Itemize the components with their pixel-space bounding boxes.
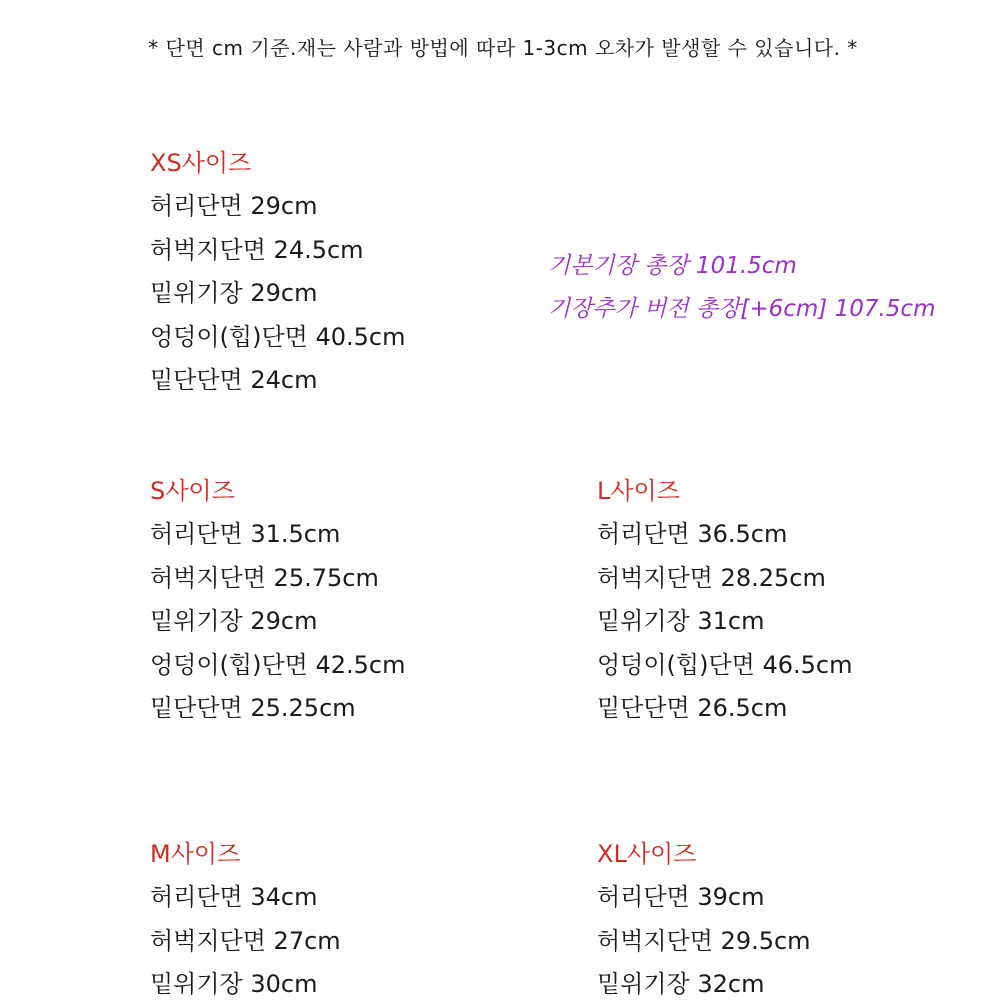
size-block-m bbox=[150, 833, 341, 1007]
s-hem: 밑단단면 25.25cm bbox=[150, 694, 356, 722]
xs-waist: 허리단면 29cm bbox=[150, 192, 318, 220]
size-title-xl: XL사이즈 bbox=[597, 840, 697, 868]
xs-rise: 밑위기장 29cm bbox=[150, 279, 318, 307]
s-rise: 밑위기장 29cm bbox=[150, 607, 318, 635]
size-block-s bbox=[150, 470, 405, 731]
xl-waist: 허리단면 39cm bbox=[597, 883, 765, 911]
l-hip: 엉덩이(힙)단면 46.5cm bbox=[597, 650, 853, 679]
l-hem: 밑단단면 26.5cm bbox=[597, 694, 788, 722]
measurement-notice: * 단면 cm 기준.재는 사람과 방법에 따라 1-3cm 오차가 발생할 수 있습니다. * bbox=[148, 36, 858, 60]
length-note bbox=[548, 245, 935, 331]
m-waist: 허리단면 34cm bbox=[150, 883, 318, 911]
l-rise: 밑위기장 31cm bbox=[597, 607, 765, 635]
xs-thigh: 허벅지단면 24.5cm bbox=[150, 235, 364, 264]
basic-length: 기본기장 총장 101.5cm bbox=[548, 253, 797, 279]
xs-hem: 밑단단면 24cm bbox=[150, 366, 318, 394]
s-thigh: 허벅지단면 25.75cm bbox=[150, 563, 379, 592]
size-title-s: S사이즈 bbox=[150, 477, 235, 505]
size-block-l bbox=[597, 470, 852, 731]
m-rise: 밑위기장 30cm bbox=[150, 970, 318, 998]
size-block-xs bbox=[150, 142, 405, 403]
s-waist: 허리단면 31.5cm bbox=[150, 520, 341, 548]
size-title-l: L사이즈 bbox=[597, 477, 680, 505]
xl-rise: 밑위기장 32cm bbox=[597, 970, 765, 998]
m-thigh: 허벅지단면 27cm bbox=[150, 926, 341, 955]
size-title-xs: XS사이즈 bbox=[150, 149, 252, 177]
size-block-xl bbox=[597, 833, 811, 1007]
s-hip: 엉덩이(힙)단면 42.5cm bbox=[150, 650, 406, 679]
l-thigh: 허벅지단면 28.25cm bbox=[597, 563, 826, 592]
extended-length: 기장추가 버전 총장[+6cm] 107.5cm bbox=[548, 296, 936, 322]
xs-hip: 엉덩이(힙)단면 40.5cm bbox=[150, 322, 406, 351]
l-waist: 허리단면 36.5cm bbox=[597, 520, 788, 548]
xl-thigh: 허벅지단면 29.5cm bbox=[597, 926, 811, 955]
size-title-m: M사이즈 bbox=[150, 840, 241, 868]
